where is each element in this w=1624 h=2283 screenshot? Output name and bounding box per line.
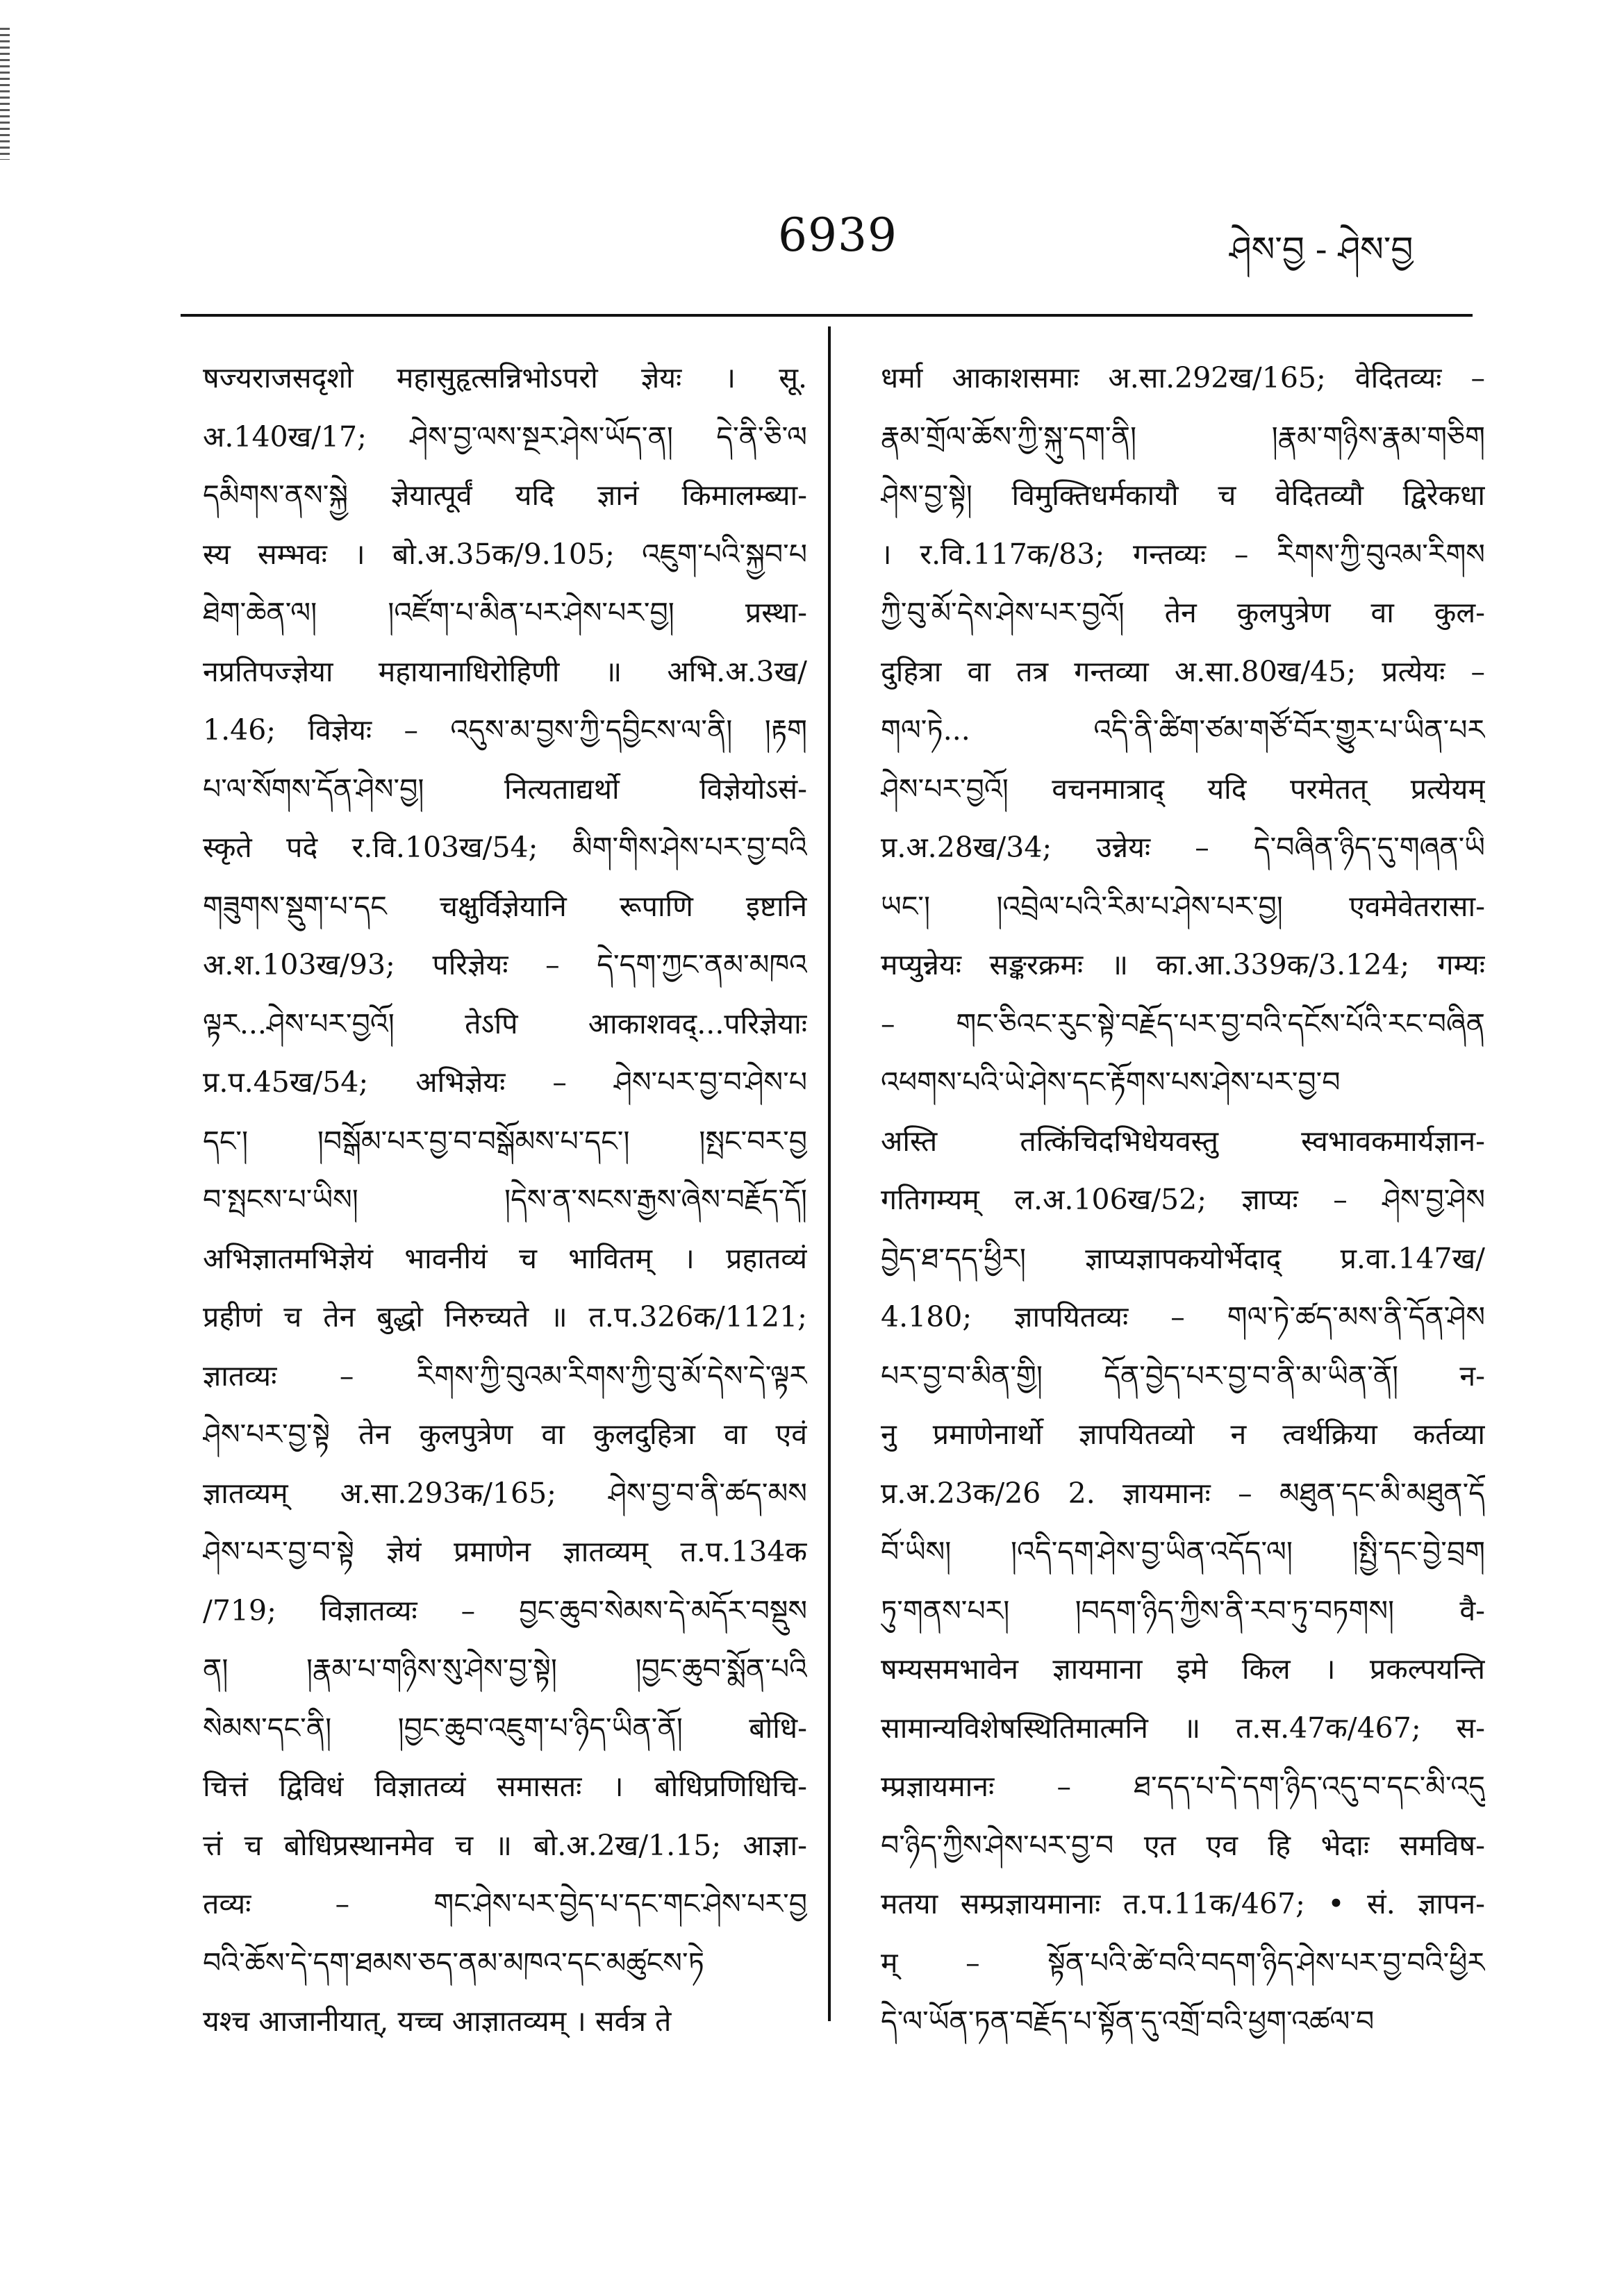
right-column-line: सामान्यविशेषस्थितिमात्मनि ॥ त.स.47क/467; स- xyxy=(881,1711,1485,1745)
left-column-line: त्तं च बोधिप्रस्थानमेव च ॥ बो.अ.2ख/1.15; आज्ञा- xyxy=(203,1828,807,1862)
left-column-line: དམིགས་ནས་སྐྱེ ज्ञेयात्पूर्वं यदि ज्ञानं किमालम्ब्या- xyxy=(203,479,807,512)
left-column-line: यश्च आजानीयात्, यच्च आज्ञातव्यम् । सर्वत्र ते xyxy=(203,2004,672,2038)
left-column-line: /719; विज्ञातव्यः – བྱང་ཆུབ་སེམས་དེ་མདོར་བསྡུས xyxy=(203,1593,807,1627)
right-column-line: नु प्रमाणेनार्थो ज्ञापयितव्यो न त्वर्थक्रिया कर्तव्या xyxy=(881,1418,1485,1451)
right-column-line: ཏུ་གནས་པར། །བདག་ཉིད་ཀྱིས་ནི་རབ་ཏུ་བཏགས། वै- xyxy=(881,1593,1485,1627)
column-divider xyxy=(828,326,831,2021)
left-column-line: प्रहीणं च तेन बुद्धो निरुच्यते ॥ त.प.326क/1121; xyxy=(203,1300,807,1334)
left-column-line: ལྟར...ཤེས་པར་བྱའོ། तेऽपि आकाशवद्...परिज्ञेयाः xyxy=(203,1006,807,1040)
left-column-line: स्य सम्भवः । बो.अ.35क/9.105; འཇུག་པའི་སྐྱབ་པ xyxy=(203,537,807,571)
left-column-line: སེམས་དང་ནི། །བྱང་ཆུབ་འཇུག་པ་ཉིད་ཡིན་ནོ། बोधि- xyxy=(203,1711,807,1745)
right-column-line: प्र.अ.23क/26 2. ज्ञायमानः – མཐུན་དང་མི་མཐུན་དོ xyxy=(881,1476,1485,1510)
binding-edge-marks xyxy=(0,28,10,160)
page-number: 6939 xyxy=(778,208,897,262)
right-column-line: བོ་ཡིས། །འདི་དག་ཤེས་བྱ་ཡིན་འདོད་ལ། །སྤྱི་དང་བྱེ་བྲག xyxy=(881,1535,1485,1568)
header-rule xyxy=(181,314,1473,317)
left-column-line: स्कृते पदे र.वि.103ख/54; མིག་གིས་ཤེས་པར་བྱ་བའི xyxy=(203,831,807,864)
right-column-line: – གང་ཅིའང་རུང་སྟེ་བརྗོད་པར་བྱ་བའི་དངོས་པོའི་རང་བཞིན xyxy=(881,1006,1485,1040)
left-column-line: नप्रतिपज्ज्ञेया महायानाधिरोहिणी ॥ अभि.अ.3ख/ xyxy=(203,654,807,688)
left-column-line: अभिज्ञातमभिज्ञेयं भावनीयं च भावितम् । प्रहातव्यं xyxy=(203,1241,807,1275)
left-column-line: ज्ञातव्यम् अ.सा.293क/165; ཤེས་བྱ་བ་ནི་ཚད་མས xyxy=(203,1476,807,1510)
left-column-line: པ་ལ་སོགས་དོན་ཤེས་བྱ། नित्यताद्यर्थो विज्ञेयोऽसं- xyxy=(203,772,807,806)
left-column-line: བ་སྤངས་པ་ཡིས། །དེས་ན་སངས་རྒྱས་ཞེས་བརྗོད་དོ། xyxy=(203,1183,807,1216)
left-column-line: གཟུགས་སྡུག་པ་དང चक्षुर्विज्ञेयानि रूपाणि इष्टानि xyxy=(203,889,807,923)
right-column-line: मतया सम्प्रज्ञायमानाः त.प.11क/467; • सं. ज्ञापन- xyxy=(881,1887,1485,1920)
left-column-line: अ.श.103ख/93; परिज्ञेयः – དེ་དག་ཀྱང་ནམ་མཁའ xyxy=(203,948,807,981)
right-column-line: བ་ཉིད་ཀྱིས་ཤེས་པར་བྱ་བ एत एव हि भेदाः समविष- xyxy=(881,1828,1485,1862)
left-column-line: अ.140ख/17; ཤེས་བྱ་ལས་སྔར་ཤེས་ཡོད་ན། དེ་ནི་ཅི་ལ xyxy=(203,420,807,454)
right-column-line: ཡང་། །འབྲེལ་པའི་རིམ་པ་ཤེས་པར་བྱ། एवमेवेतरासा- xyxy=(881,889,1485,923)
left-column-line: प्र.प.45ख/54; अभिज्ञेयः – ཤེས་པར་བྱ་བ་ཤེས་པ xyxy=(203,1065,807,1099)
left-column-line: ཤེས་པར་བྱ་སྟེ तेन कुलपुत्रेण वा कुलदुहित्रा वा एवं xyxy=(203,1418,807,1451)
right-column xyxy=(881,349,1485,2051)
right-column-line: འཕགས་པའི་ཡེ་ཤེས་དང་རྟོགས་པས་ཤེས་པར་བྱ་བ xyxy=(881,1065,1341,1099)
right-column-line: ཤེས་བྱ་སྟེ། विमुक्तिधर्मकायौ च वेदितव्यौ द्विरेकधा xyxy=(881,479,1485,512)
right-column-line: प्र.अ.28ख/34; उन्नेयः – དེ་བཞིན་ཉིད་དུ་གཞན་ཡི xyxy=(881,831,1485,864)
right-column-line: म्प्रज्ञायमानः – ཐ་དད་པ་དེ་དག་ཉིད་འདུ་བ་དང་མི་འདུ xyxy=(881,1770,1485,1803)
right-column-line: གལ་ཏེ... འདི་ནི་ཚིག་ཙམ་གཙོ་བོར་གྱུར་པ་ཡིན་པར xyxy=(881,713,1485,747)
left-column-line: ན། །རྣམ་པ་གཉིས་སུ་ཤེས་བྱ་སྟེ། །བྱང་ཆུབ་སྨོན་པའི xyxy=(203,1652,807,1686)
left-column-line: 1.46; विज्ञेयः – འདུས་མ་བྱས་ཀྱི་དབྱིངས་ལ་ནི། །རྟག xyxy=(203,713,807,747)
left-column-line: དང་། །བསྒོམ་པར་བྱ་བ་བསྒོམས་པ་དང་། །སྤང་བར་བྱ xyxy=(203,1124,807,1158)
right-column-line: गतिगम्यम् ल.अ.106ख/52; ज्ञाप्यः – ཤེས་བྱ་ཤེས xyxy=(881,1183,1485,1216)
right-column-line: ཀྱི་བུ་མོ་དེས་ཤེས་པར་བྱའོ། तेन कुलपुत्रेण वा कुल- xyxy=(881,596,1485,629)
right-column-line: धर्मा आकाशसमाः अ.सा.292ख/165; वेदितव्यः – xyxy=(881,361,1485,395)
right-column-line: 4.180; ज्ञापयितव्यः – གལ་ཏེ་ཚད་མས་ནི་དོན་ཤེས xyxy=(881,1300,1485,1334)
left-column xyxy=(203,349,807,2051)
right-column-line: म् – སྟོན་པའི་ཚེ་བའི་བདག་ཉིད་ཤེས་པར་བྱ་བའི་ཕྱིར xyxy=(881,1945,1485,1979)
right-column-line: བྱེད་ཐ་དད་ཕྱིར། ज्ञाप्यज्ञापकयोर्भेदाद् प्र.वा.147ख/ xyxy=(881,1241,1485,1275)
right-column-line: अस्ति तत्किंचिदभिधेयवस्तु स्वभावकमार्यज्ञान- xyxy=(881,1124,1485,1158)
left-column-line: चित्तं द्विविधं विज्ञातव्यं समासतः । बोधिप्रणिधिचि- xyxy=(203,1770,807,1803)
right-column-line: । र.वि.117क/83; गन्तव्यः – རིགས་ཀྱི་བུའམ་རིགས xyxy=(881,537,1485,571)
right-column-line: རྣམ་གྲོལ་ཆོས་ཀྱི་སྐུ་དག་ནི། །རྣམ་གཉིས་རྣམ་གཅིག xyxy=(881,420,1485,454)
left-column-line: षज्यराजसदृशो महासुहृत्सन्निभोऽपरो ज्ञेयः । सू. xyxy=(203,361,807,395)
left-column-line: ज्ञातव्यः – རིགས་ཀྱི་བུའམ་རིགས་ཀྱི་བུ་མོ་དེས་དེ་ལྟར xyxy=(203,1359,807,1393)
left-column-line: तव्यः – གང་ཤེས་པར་བྱེད་པ་དང་གང་ཤེས་པར་བྱ xyxy=(203,1887,807,1920)
left-column-line: ཤེས་པར་བྱ་བ་སྟེ ज्ञेयं प्रमाणेन ज्ञातव्यम् त.प.134क xyxy=(203,1535,807,1568)
running-head: ཤེས་བྱ - ཤེས་བྱ xyxy=(1229,229,1414,269)
right-column-line: དེ་ལ་ཡོན་ཏན་བརྗོད་པ་སྟོན་དུ་འགྲོ་བའི་ཕྱག་འཚལ་བ xyxy=(881,2004,1375,2038)
right-column-line: दुहित्रा वा तत्र गन्तव्या अ.सा.80ख/45; प्रत्येयः – xyxy=(881,654,1485,688)
left-column-line: བའི་ཆོས་དེ་དག་ཐམས་ཅད་ནམ་མཁའ་དང་མཚུངས་ཏེ xyxy=(203,1945,704,1979)
right-column-line: ཤེས་པར་བྱའོ། वचनमात्राद् यदि परमेतत् प्रत्येयम् xyxy=(881,772,1485,806)
right-column-line: པར་བྱ་བ་མིན་གྱི། དོན་བྱེད་པར་བྱ་བ་ནི་མ་ཡིན་ནོ། न- xyxy=(881,1359,1485,1393)
left-column-line: ཐེག་ཆེན་ལ། །འཛོག་པ་མིན་པར་ཤེས་པར་བྱ། प्रस्था- xyxy=(203,596,807,629)
right-column-line: मप्युन्नेयः सङ्करक्रमः ॥ का.आ.339क/3.124; गम्यः xyxy=(881,948,1485,981)
right-column-line: षम्यसमभावेन ज्ञायमाना इमे किल । प्रकल्पयन्ति xyxy=(881,1652,1485,1686)
